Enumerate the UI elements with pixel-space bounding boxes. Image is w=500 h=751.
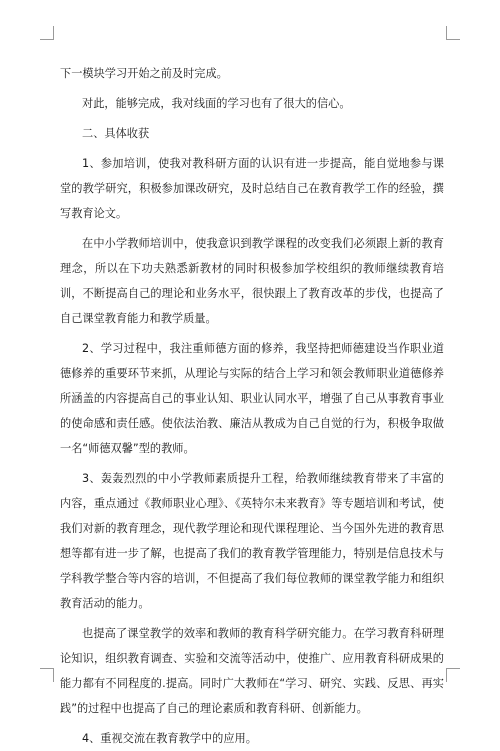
paragraph: 对此，能够完成，我对线面的学习也有了很大的信心。 [82,97,351,110]
paragraph: 1、参加培训，使我对教科研方面的认识有进一步提高，能自觉地参与课堂的教学研究，积极参加课改研究，及时总结自己在教育教学工作的经验，撰写教育论文。 [60,157,444,220]
paragraph: 4、重视交流在教育教学中的应用。 [82,732,257,745]
paragraph: 也提高了课堂教学的效率和教师的教育科学研究能力。在学习教育科研理论知识，组织教育调查、实验和交流等活动中，使推广、应用教育科研成果的能力都有不同程度的.提高。同时广大教师在“学习、研究、实践、反思、再实践”的过程中也提高了自己的理论素质和教育科研、创新能力。 [60,627,444,715]
paragraph: 3、轰轰烈烈的中小学教师素质提升工程，给教师继续教育带来了丰富的内容，重点通过《教师职业心理》、《英特尔未来教育》等专题培训和考试，使我们对新的教育理念，现代教学理论和现代课程理论、当今国外先进的教育思想等都有进一步了解，也提高了我们的教育教学管理能力，特别是信息技术与学科教学整合等内容的培训，不但提高了我们每位教师的课堂教学能力和组织教育活动的能力。 [60,472,444,610]
section-heading: 二、具体收获 [82,127,150,140]
paragraph: 下一模块学习开始之前及时完成。 [60,67,228,80]
crop-mark-top-left [40,26,54,40]
paragraph: 在中小学教师培训中，使我意识到教学课程的改变我们必须跟上新的教育理念，所以在下功夫熟悉新教材的同时积极参加学校组织的教师继续教育培训，不断提高自己的理论和业务水平，很快跟上了教育改革的步伐，也提高了自己课堂教育能力和教学质量。 [60,237,444,325]
document-body [60,61,444,751]
crop-mark-bottom-right [446,668,460,682]
paragraph: 2、学习过程中，我注重师德方面的修养，我坚持把师德建设当作职业道德修养的重要环节来抓，从理论与实际的结合上学习和领会教师职业道德修养所涵盖的内容提高自己的事业认知、职业认同水平，增强了自己从事教育事业的使命感和责任感。使依法治教、廉洁从教成为自己自觉的行为，积极争取做一名“师德双馨”型的教师。 [60,342,444,455]
crop-mark-top-right [446,26,460,40]
crop-mark-bottom-left [40,668,54,682]
